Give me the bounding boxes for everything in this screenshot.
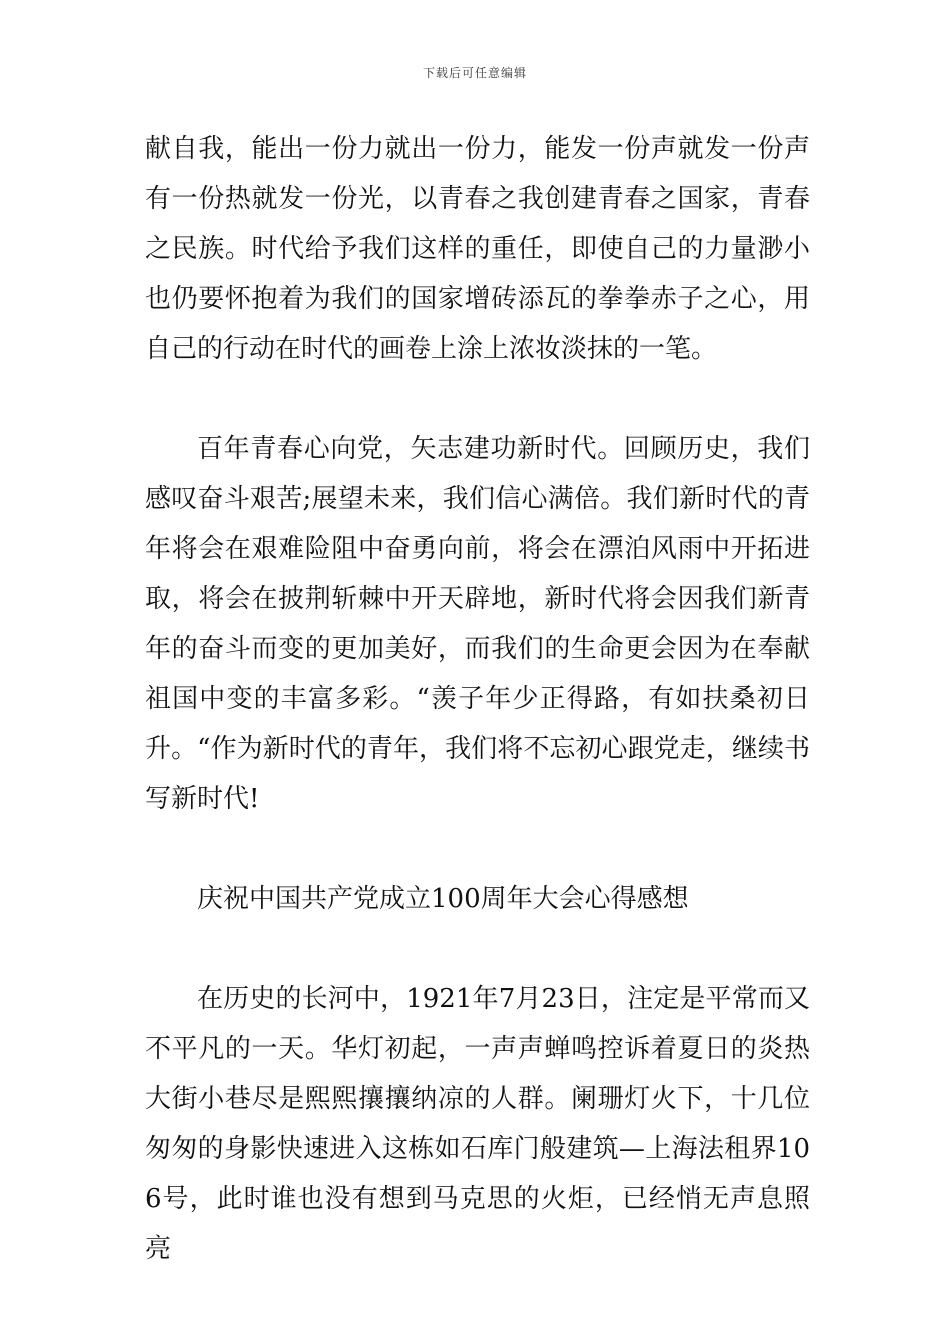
- paragraph-youth: 百年青春心向党，矢志建功新时代。回顾历史，我们感叹奋斗艰苦;展望未来，我们信心满倍。我们新时代的青年将会在艰难险阻中奋勇向前，将会在漂泊风雨中开拓进取，将会在披荆斩棘中开天辟地，新时代将会因我们新青年的奋斗而变的更加美好，而我们的生命更会因为在奉献祖国中变的丰富多彩。“羡子年少正得路，有如扶桑初日升。“作为新时代的青年，我们将不忘初心跟党走，继续书写新时代!: [145, 434, 810, 814]
- paragraph-gap: [145, 924, 810, 974]
- paragraph-gap: [145, 824, 810, 874]
- paragraph-continuation: 献自我，能出一份力就出一份力，能发一份声就发一份声有一份热就发一份光，以青春之我创建青春之国家，青春之民族。时代给予我们这样的重任，即使自己的力量渺小也仍要怀抱着为我们的国家增砖添瓦的拳拳赤子之心，用自己的行动在时代的画卷上涂上浓妆淡抹的一笔。: [145, 134, 810, 364]
- section-heading: 庆祝中国共产党成立100周年大会心得感想: [197, 884, 689, 914]
- page-header: 下载后可任意编辑: [422, 66, 527, 80]
- paragraph-gap: [145, 374, 810, 424]
- paragraph-history: 在历史的长河中，1921年7月23日，注定是平常而又不平凡的一天。华灯初起，一声声蝉鸣控诉着夏日的炎热大街小巷尽是熙熙攘攘纳凉的人群。阑珊灯火下，十几位匆匆的身影快速进入这栋如石库门般建筑—上海法租界106号，此时谁也没有想到马克思的火炬，已经悄无声息照亮: [145, 984, 810, 1264]
- document-body: [145, 124, 810, 1274]
